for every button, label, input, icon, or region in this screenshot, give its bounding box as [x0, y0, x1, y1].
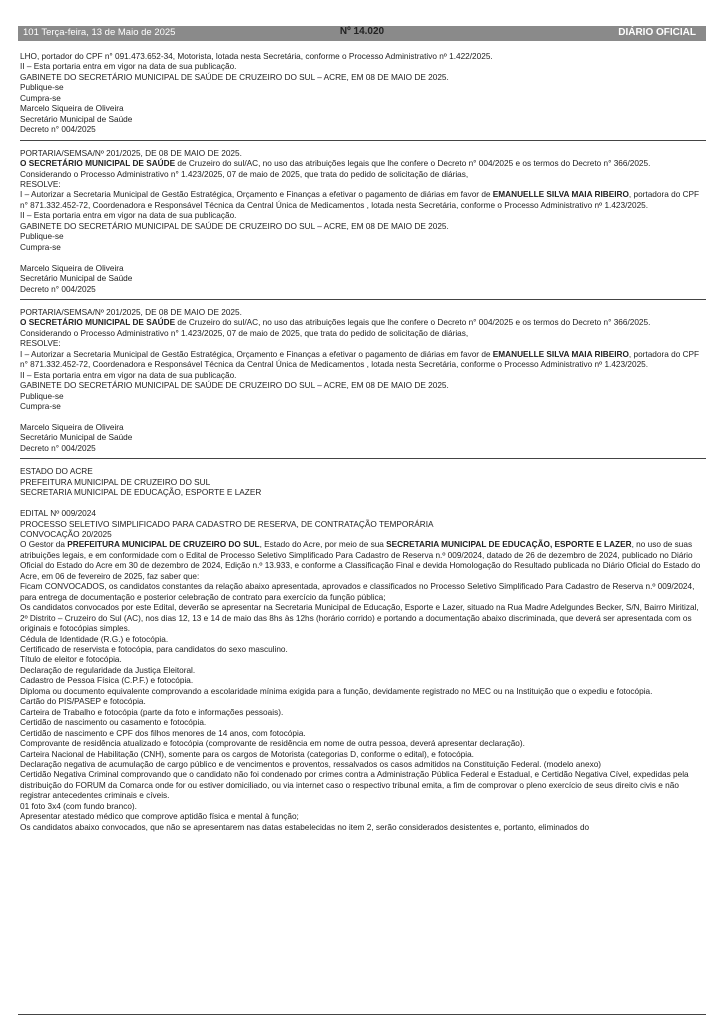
- document-list: [20, 635, 706, 834]
- paragraph-text: , no uso de suas atribuições legais, e em conformidade com o Edital de Processo Seletivo Simplificado Para Cadastro de Reserva n.º 009/2024, datado de 26 de dezembro de 2024, publicado no Diário Oficial do Estado do Acre em 30 de dezembro de 2024, Edição n.º 13.933, e conforme a Classificação Final e devida Homologação do Resultado publicada no Diário Oficial do Estado do Acre, em 06 de fevereiro de 2025, faz saber que:: [20, 540, 701, 581]
- document-list-item: Declaração negativa de acumulação de cargo público e de vencimentos e proventos, ressalvados os casos admitidos na Constituição Federal. (modelo anexo): [20, 759, 602, 769]
- secretaria-name: SECRETARIA MUNICIPAL DE EDUCAÇÃO, ESPORTE E LAZER: [20, 488, 262, 498]
- portaria-title: PORTARIA/SEMSA/Nº 201/2025, DE 08 DE MAIO DE 2025.: [20, 307, 242, 317]
- gabinete-line: GABINETE DO SECRETÁRIO MUNICIPAL DE SAÚDE DE CRUZEIRO DO SUL – ACRE, EM 08 DE MAIO DE 2025.: [20, 381, 449, 391]
- gabinete-line: GABINETE DO SECRETÁRIO MUNICIPAL DE SAÚDE DE CRUZEIRO DO SUL – ACRE, EM 08 DE MAIO DE 2025.: [20, 72, 449, 82]
- signer-role: Secretário Municipal de Saúde: [20, 274, 133, 284]
- edital-process: PROCESSO SELETIVO SIMPLIFICADO PARA CADASTRO DE RESERVA, DE CONTRATAÇÃO TEMPORÁRIA: [20, 519, 434, 529]
- document-list-item: Diploma ou documento equivalente comprovando a escolaridade mínima exigida para a função, devidamente registrado no MEC ou na Instituição que o expediu e fotocópia.: [20, 686, 653, 696]
- portaria-201-second: [20, 308, 706, 454]
- page-header-bar: [18, 26, 706, 41]
- document-list-item: Certidão Negativa Criminal comprovando que o candidato não foi condenado por crimes contra a Administração Pública Federal e Estadual, e Certidão Negativa Cível, expedidas pela distribuição do FORUM da Comarca onde for ou estiver domiciliado, ou via internet caso o respectivo tribunal emita, a fim de comprovar o pleno exercício de seus direito civis e não registrar antecedentes criminais e cíveis.: [20, 770, 689, 801]
- item-text: I – Autorizar a Secretaria Municipal de Gestão Estratégica, Orçamento e Finanças a efetivar o pagamento de diárias em favor de: [20, 349, 493, 359]
- portaria-intro-rest: de Cruzeiro do sul/AC, no uso das atribuições legais que lhe confere o Decreto n° 004/2025 e os termos do Decreto n° 366/2025.: [175, 318, 651, 328]
- portaria-considerando: Considerando o Processo Administrativo n° 1.423/2025, 07 de maio de 2025, que trata do pedido de solicitação de diárias,: [20, 328, 469, 338]
- document-list-item: Carteira Nacional de Habilitação (CNH), somente para os cargos de Motorista (categorias D, conforme o edital), e fotocópia.: [20, 749, 474, 759]
- document-list-item: Declaração de regularidade da Justiça Eleitoral.: [20, 665, 196, 675]
- document-list-item: Cartão do PIS/PASEP e fotocópia.: [20, 697, 146, 707]
- page-bottom-rule: [18, 1014, 706, 1015]
- edital-section: [20, 467, 706, 833]
- document-list-item: Carteira de Trabalho e fotocópia (parte da foto e informações pessoais).: [20, 707, 284, 717]
- portaria-intro-bold: O SECRETÁRIO MUNICIPAL DE SAÚDE: [20, 159, 176, 169]
- portaria-intro-rest: de Cruzeiro do sul/AC, no uso das atribuições legais que lhe confere o Decreto n° 004/2025 e os termos do Decreto n° 366/2025.: [175, 159, 651, 169]
- beneficiary-name: EMANUELLE SILVA MAIA RIBEIRO: [492, 190, 629, 200]
- document-body: [20, 52, 706, 833]
- edital-number: EDITAL Nº 009/2024: [20, 509, 96, 519]
- signer-role: Secretário Municipal de Saúde: [20, 433, 133, 443]
- spacer: [20, 412, 706, 422]
- edital-convocacao: CONVOCAÇÃO 20/2025: [20, 529, 112, 539]
- spacer: [20, 499, 706, 509]
- section-divider: [20, 299, 706, 300]
- portaria-item-1: [20, 350, 706, 371]
- cumpra-line: Cumpra-se: [20, 402, 61, 412]
- edital-paragraph-3: Os candidatos convocados por este Edital, deverão se apresentar na Secretaria Municipal de Educação, Esporte e Lazer, situado na Rua Madre Adelgundes Becker, S/N, Bairro Miritizal, 2º Distrito – Cruzeiro do Sul (AC), nos dias 12, 13 e 14 de maio das 8hs às 12hs (horário corrido) e portando a documentação abaixo discriminada, que deverá ser apresentada com os originais e fotocópias simples.: [20, 603, 699, 634]
- document-list-item: 01 foto 3x4 (com fundo branco).: [20, 801, 137, 811]
- spacer: [20, 253, 706, 263]
- document-list-item: Cédula de Identidade (R.G.) e fotocópia.: [20, 634, 169, 644]
- signer-name: Marcelo Siqueira de Oliveira: [20, 104, 124, 114]
- signer-decree: Decreto n° 004/2025: [20, 125, 96, 135]
- publique-line: Publique-se: [20, 232, 64, 242]
- document-list-item: Os candidatos abaixo convocados, que não se apresentarem nas datas estabelecidas no item 2, serão considerados desistentes e, portanto, eliminados do: [20, 822, 590, 832]
- header-page-date: 101 Terça-feira, 13 de Maio de 2025: [23, 27, 176, 38]
- portaria-201-first: [20, 149, 706, 295]
- section-divider: [20, 458, 706, 459]
- document-list-item: Título de eleitor e fotocópia.: [20, 655, 122, 665]
- header-issue-number: Nº 14.020: [339, 26, 385, 37]
- signer-name: Marcelo Siqueira de Oliveira: [20, 263, 124, 273]
- edital-paragraph-1: [20, 540, 706, 582]
- document-list-item: Cadastro de Pessoa Física (C.P.F.) e fotocópia.: [20, 676, 194, 686]
- document-list-item: Certificado de reservista e fotocópia, para candidatos do sexo masculino.: [20, 644, 288, 654]
- portaria-item-1: [20, 190, 706, 211]
- signer-role: Secretário Municipal de Saúde: [20, 114, 133, 124]
- paragraph-text: O Gestor da: [20, 540, 68, 550]
- document-list-item: Apresentar atestado médico que comprove aptidão física e mental à função;: [20, 812, 299, 822]
- edital-paragraph-2: Ficam CONVOCADOS, os candidatos constantes da relação abaixo apresentada, aprovados e classificados no Processo Seletivo Simplificado Para Cadastro de Reserva n.º 009/2024, para entrega de documentação e posterior celebração de contrato para exercício da função pública;: [20, 582, 695, 602]
- state-name: ESTADO DO ACRE: [20, 467, 93, 477]
- portaria-continuation: [20, 52, 706, 136]
- portaria-considerando: Considerando o Processo Administrativo n° 1.423/2025, 07 de maio de 2025, que trata do pedido de solicitação de diárias,: [20, 169, 469, 179]
- signer-name: Marcelo Siqueira de Oliveira: [20, 422, 124, 432]
- prefeitura-bold: PREFEITURA MUNICIPAL DE CRUZEIRO DO SUL: [67, 540, 260, 550]
- portaria-item-2: II – Esta portaria entra em vigor na data de sua publicação.: [20, 211, 237, 221]
- portaria-intro-bold: O SECRETÁRIO MUNICIPAL DE SAÚDE: [20, 318, 176, 328]
- prefeitura-name: PREFEITURA MUNICIPAL DE CRUZEIRO DO SUL: [20, 477, 211, 487]
- publique-line: Publique-se: [20, 391, 64, 401]
- signer-decree: Decreto n° 004/2025: [20, 284, 96, 294]
- beneficiary-name: EMANUELLE SILVA MAIA RIBEIRO: [492, 349, 629, 359]
- portaria-resolve: RESOLVE:: [20, 179, 61, 189]
- item-text: , portadora do CPF n° 871.332.452-72, Coordenadora e Responsável Técnica da Central Única de Medicamentos , lotada nesta Secretária, conforme o Processo Administrativo nº 1.423/2025.: [20, 190, 700, 210]
- portaria-intro: [20, 159, 706, 169]
- portaria-item-2: II – Esta portaria entra em vigor na data de sua publicação.: [20, 370, 237, 380]
- signer-decree: Decreto n° 004/2025: [20, 443, 96, 453]
- document-list-item: Certidão de nascimento ou casamento e fotocópia.: [20, 718, 207, 728]
- header-publication-name: DIÁRIO OFICIAL: [618, 27, 696, 38]
- item-text: , portadora do CPF n° 871.332.452-72, Coordenadora e Responsável Técnica da Central Única de Medicamentos , lotada nesta Secretária, conforme o Processo Administrativo nº 1.423/2025.: [20, 349, 700, 370]
- text-line: II – Esta portaria entra em vigor na data de sua publicação.: [20, 62, 237, 72]
- publique-line: Publique-se: [20, 83, 64, 93]
- portaria-intro: [20, 318, 706, 328]
- cumpra-line: Cumpra-se: [20, 93, 61, 103]
- document-list-item: Certidão de nascimento e CPF dos filhos menores de 14 anos, com fotocópia.: [20, 728, 306, 738]
- portaria-title: PORTARIA/SEMSA/Nº 201/2025, DE 08 DE MAIO DE 2025.: [20, 148, 242, 158]
- document-list-item: Comprovante de residência atualizado e fotocópia (comprovante de residência em nome de outra pessoa, deverá apresentar declaração).: [20, 739, 525, 749]
- portaria-resolve: RESOLVE:: [20, 339, 61, 349]
- item-text: I – Autorizar a Secretaria Municipal de Gestão Estratégica, Orçamento e Finanças a efetivar o pagamento de diárias em favor de: [20, 190, 493, 200]
- paragraph-text: , Estado do Acre, por meio de sua: [259, 540, 387, 550]
- section-divider: [20, 140, 706, 141]
- secretaria-bold: SECRETARIA MUNICIPAL DE EDUCAÇÃO, ESPORTE E LAZER: [386, 540, 632, 550]
- cumpra-line: Cumpra-se: [20, 242, 61, 252]
- text-line: LHO, portador do CPF n° 091.473.652-34, Motorista, lotada nesta Secretária, conforme o Processo Administrativo nº 1.422/2025.: [20, 52, 493, 61]
- gabinete-line: GABINETE DO SECRETÁRIO MUNICIPAL DE SAÚDE DE CRUZEIRO DO SUL – ACRE, EM 08 DE MAIO DE 2025.: [20, 221, 449, 231]
